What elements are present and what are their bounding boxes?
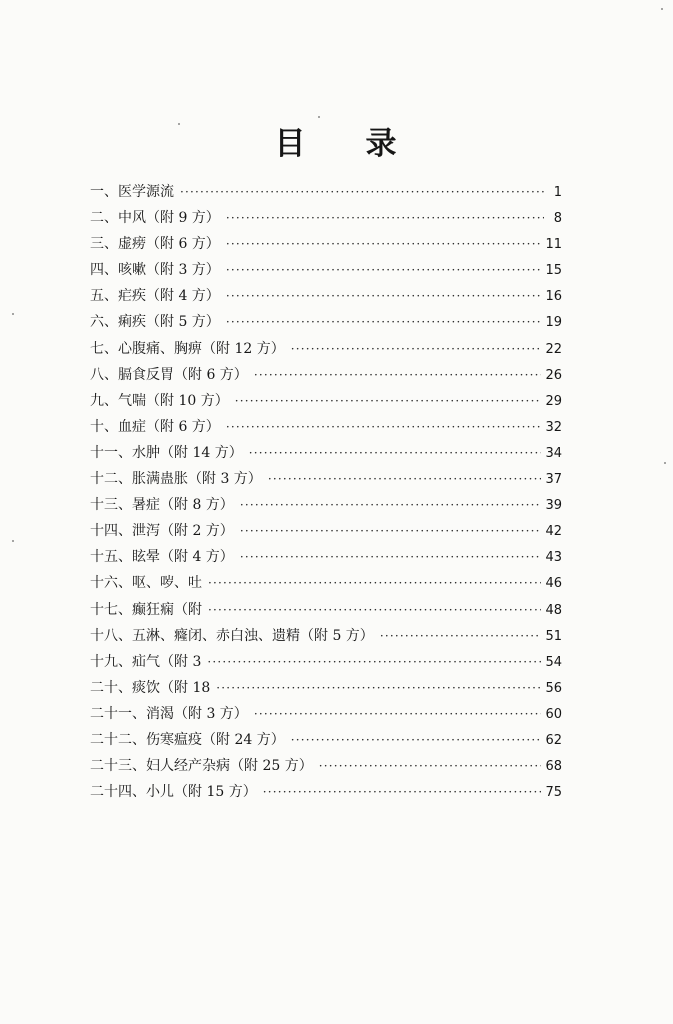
toc-page-number: 26 <box>545 367 562 383</box>
toc-page-number: 8 <box>553 211 562 227</box>
toc-page-number: 51 <box>545 628 562 644</box>
toc-entry[interactable] <box>90 205 562 231</box>
toc-page-number: 22 <box>545 341 562 357</box>
toc-leader-dots <box>240 544 542 570</box>
toc-page-number: 46 <box>545 576 562 592</box>
toc-entry-label: 十、血症（附 6 方） <box>90 418 220 435</box>
toc-page-number: 42 <box>545 524 562 540</box>
toc-entry[interactable] <box>90 753 562 779</box>
toc-entry[interactable] <box>90 649 562 675</box>
toc-page-number: 1 <box>553 185 562 200</box>
toc-entry-label: 二十一、消渴（附 3 方） <box>90 705 248 722</box>
toc-page-number: 54 <box>545 654 562 670</box>
toc-leader-dots <box>216 675 541 701</box>
toc-entry[interactable] <box>90 414 562 440</box>
toc-leader-dots <box>207 649 541 675</box>
toc-page-number: 68 <box>545 759 562 775</box>
scan-speck <box>12 540 14 542</box>
toc-entry[interactable] <box>90 701 562 727</box>
scan-speck <box>12 313 14 315</box>
toc-page-number: 56 <box>545 680 562 696</box>
toc-page-number: 62 <box>545 732 562 748</box>
toc-entry[interactable] <box>90 675 562 701</box>
toc-leader-dots <box>226 309 542 335</box>
toc-leader-dots <box>319 753 542 779</box>
title-char-2: 录 <box>365 126 399 162</box>
toc-leader-dots <box>291 727 542 753</box>
toc-entry-label: 一、医学源流 <box>90 184 174 200</box>
toc-leader-dots <box>208 570 541 596</box>
toc-entry-label: 二十二、伤寒瘟疫（附 24 方） <box>90 731 285 748</box>
toc-leader-dots <box>226 414 542 440</box>
toc-entry[interactable] <box>90 623 562 649</box>
toc-entry-label: 十九、疝气（附 3 <box>90 653 202 670</box>
scan-speck <box>178 123 180 125</box>
toc-leader-dots <box>240 518 542 544</box>
toc-page-number: 11 <box>545 237 562 253</box>
toc-entry-label: 十一、水肿（附 14 方） <box>90 444 243 461</box>
toc-page-number: 60 <box>545 706 562 722</box>
toc-entry-label: 六、痢疾（附 5 方） <box>90 314 220 331</box>
toc-entry-label: 十七、癫狂痫（附 <box>90 601 202 618</box>
toc-entry[interactable] <box>90 466 562 492</box>
toc-entry[interactable] <box>90 362 562 388</box>
toc-entry[interactable] <box>90 570 562 596</box>
toc-entry[interactable] <box>90 336 562 362</box>
toc-leader-dots <box>226 257 542 283</box>
toc-leader-dots <box>268 466 542 492</box>
toc-entry[interactable] <box>90 779 562 805</box>
toc-entry-label: 二十四、小儿（附 15 方） <box>90 784 257 801</box>
toc-leader-dots <box>240 492 542 518</box>
toc-leader-dots <box>235 388 542 414</box>
toc-entry-label: 二十、痰饮（附 18 <box>90 679 211 696</box>
toc-entry[interactable] <box>90 283 562 309</box>
toc-leader-dots <box>291 336 542 362</box>
toc-entry-label: 九、气喘（附 10 方） <box>90 392 229 409</box>
toc-entry-label: 十二、胀满蛊胀（附 3 方） <box>90 471 262 488</box>
toc-page-number: 34 <box>545 445 562 461</box>
scan-speck <box>318 116 320 118</box>
toc-entry-label: 十三、暑症（附 8 方） <box>90 497 234 514</box>
toc-entry-label: 四、咳嗽（附 3 方） <box>90 262 220 279</box>
toc-entry-label: 十五、眩晕（附 4 方） <box>90 549 234 566</box>
toc-entry[interactable] <box>90 257 562 283</box>
toc-leader-dots <box>226 283 542 309</box>
toc-leader-dots <box>380 623 542 649</box>
toc-entry-label: 五、疟疾（附 4 方） <box>90 288 220 305</box>
page-title <box>0 118 673 163</box>
toc-leader-dots <box>249 440 542 466</box>
toc-entry[interactable] <box>90 727 562 753</box>
toc-entry-label: 七、心腹痛、胸痹（附 12 方） <box>90 340 285 357</box>
toc-page-number: 15 <box>545 263 562 279</box>
toc-page-number: 29 <box>545 393 562 409</box>
toc-page-number: 75 <box>545 785 562 801</box>
toc-entry-label: 二十三、妇人经产杂病（附 25 方） <box>90 758 313 775</box>
title-char-1: 目 <box>274 126 308 162</box>
toc-page-number: 39 <box>545 498 562 514</box>
toc-entry[interactable] <box>90 597 562 623</box>
toc-entry[interactable] <box>90 231 562 257</box>
toc-entry[interactable] <box>90 518 562 544</box>
toc-page-number: 32 <box>545 419 562 435</box>
toc-leader-dots <box>226 231 542 257</box>
toc-entry[interactable] <box>90 309 562 335</box>
toc-page-number: 19 <box>545 315 562 331</box>
toc-leader-dots <box>254 362 542 388</box>
scan-speck <box>661 8 663 10</box>
toc-entry-label: 十八、五淋、癃闭、赤白浊、遗精（附 5 方） <box>90 627 374 644</box>
toc-leader-dots <box>180 179 544 205</box>
toc-entry-label: 三、虚痨（附 6 方） <box>90 236 220 253</box>
toc-entry[interactable] <box>90 492 562 518</box>
table-of-contents <box>90 179 562 805</box>
scan-speck <box>664 462 666 464</box>
toc-leader-dots <box>263 779 542 805</box>
toc-entry-label: 八、膈食反胃（附 6 方） <box>90 366 248 383</box>
toc-entry-label: 二、中风（附 9 方） <box>90 210 220 227</box>
toc-leader-dots <box>208 597 541 623</box>
toc-entry[interactable] <box>90 179 562 205</box>
toc-page-number: 48 <box>545 602 562 618</box>
toc-page-number: 43 <box>545 550 562 566</box>
toc-page-number: 37 <box>545 472 562 488</box>
toc-entry[interactable] <box>90 440 562 466</box>
toc-entry[interactable] <box>90 544 562 570</box>
toc-entry-label: 十四、泄泻（附 2 方） <box>90 523 234 540</box>
toc-leader-dots <box>226 205 544 231</box>
toc-page-number: 16 <box>545 289 562 305</box>
toc-leader-dots <box>254 701 542 727</box>
toc-entry-label: 十六、呕、哕、吐 <box>90 575 202 592</box>
toc-entry[interactable] <box>90 388 562 414</box>
